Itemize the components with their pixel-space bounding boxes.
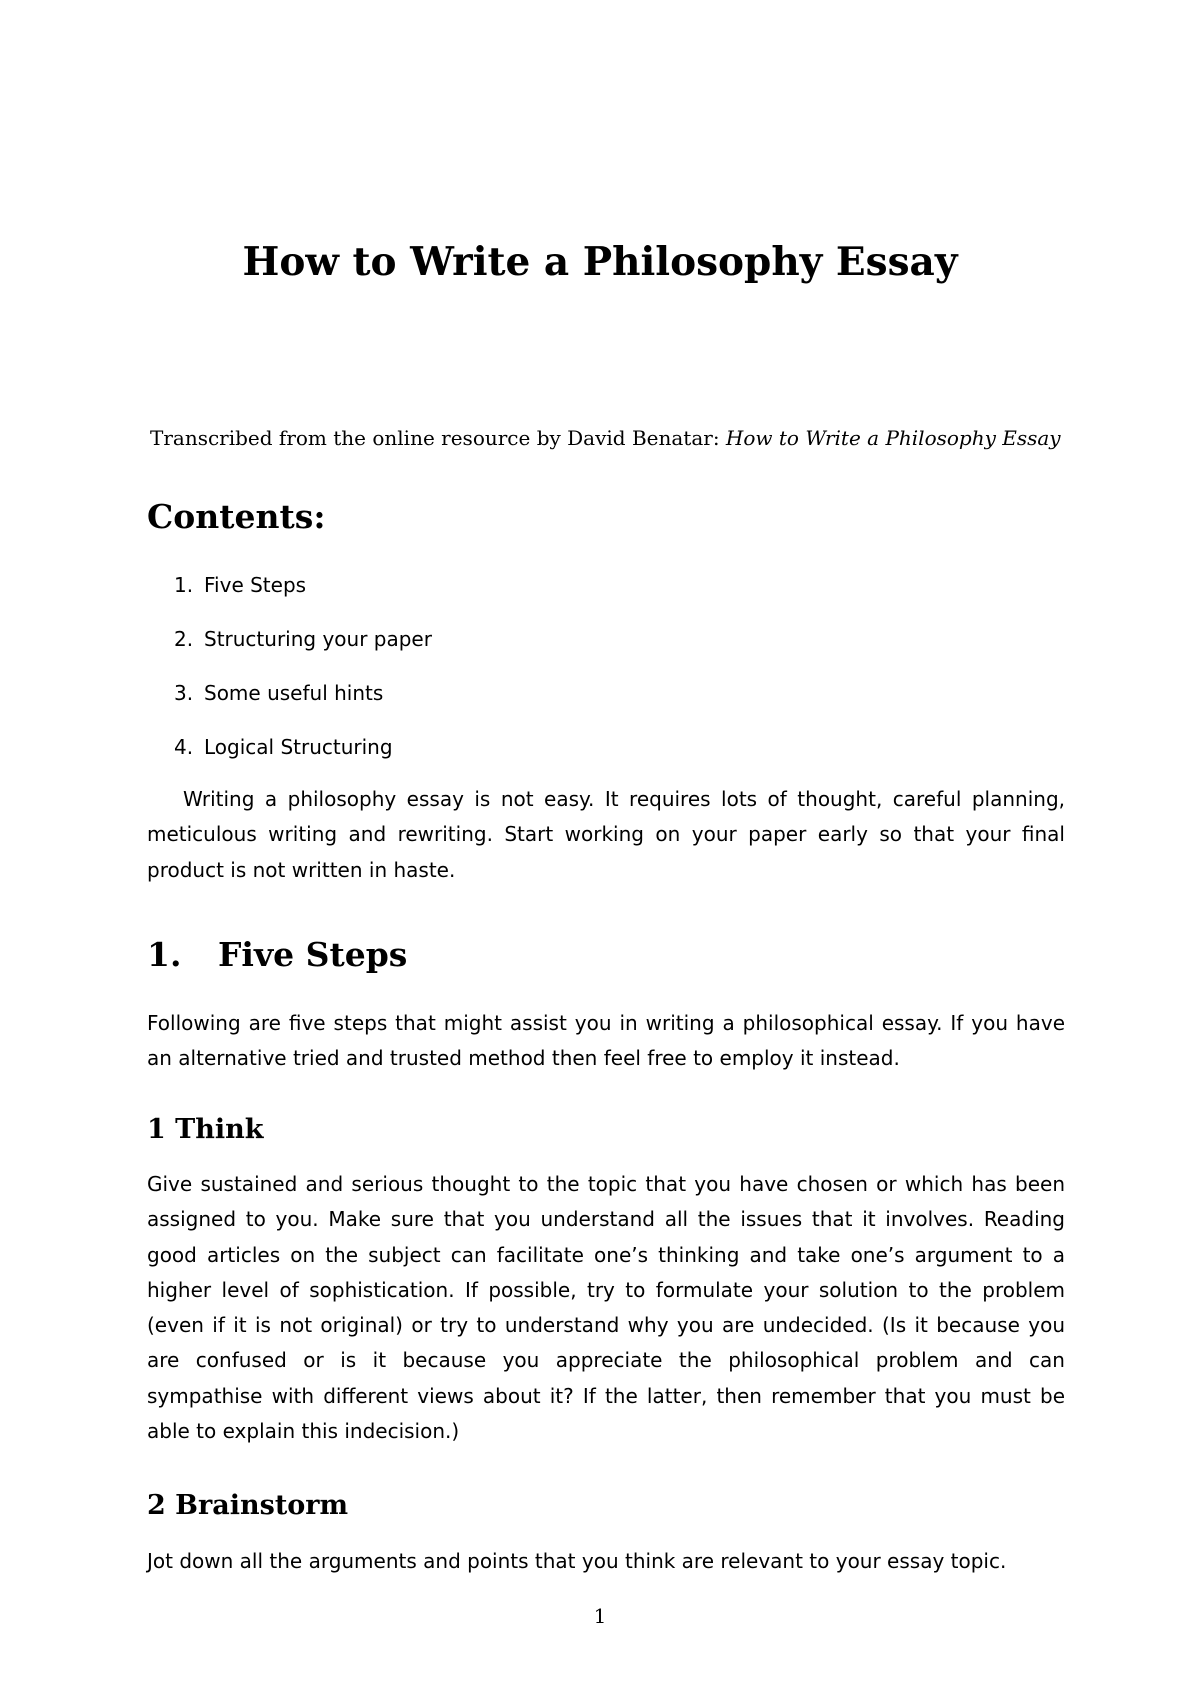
step-paragraph: Give sustained and serious thought to the topic that you have chosen or which has been assigned to you. Make sure that you understand all the issues that it involves. Reading good articles on the subject can facilitate one’s thinking and take one’s argument to a higher level of sophistication. If possible, try to formulate your solution to the problem (even if it is not original) or try to understand why you are undecided. (Is it because you are confused or is it because you appreciate the philosophical problem and can sympathise with different views about it? If the latter, then remember that you must be able to explain this indecision.): [147, 1172, 1065, 1444]
subtitle-source-title: How to Write a Philosophy Essay: [725, 426, 1061, 450]
intro-paragraph: Writing a philosophy essay is not easy. It requires lots of thought, careful planning, meticulous writing and rewriting. Start working on your paper early so that your final product is not written in haste.: [147, 787, 1065, 882]
step-heading: 1 Think: [147, 1114, 264, 1145]
section-heading: [147, 935, 1065, 975]
step-brainstorm-body: [147, 1544, 1065, 1579]
intro-block: [147, 782, 1065, 888]
step-heading: 2 Brainstorm: [147, 1490, 349, 1521]
contents-item-logical: [147, 733, 1065, 787]
contents-item-label: Structuring your paper: [204, 627, 432, 651]
contents-item-label: Five Steps: [204, 573, 307, 597]
contents-section: [147, 497, 1065, 537]
contents-item-hints: [147, 679, 1065, 733]
contents-list: [147, 571, 1065, 787]
contents-item-number: 2.: [174, 627, 194, 651]
contents-item-number: 1.: [174, 573, 194, 597]
document-subtitle: [150, 424, 1061, 452]
contents-item-label: Some useful hints: [204, 681, 384, 705]
step-think: [147, 1113, 1065, 1147]
subtitle-prefix: Transcribed from the online resource by David Benatar:: [150, 426, 720, 450]
contents-item-number: 3.: [174, 681, 194, 705]
contents-item-five-steps: [147, 571, 1065, 625]
contents-item-label: Logical Structuring: [204, 735, 393, 759]
contents-item-structuring: [147, 625, 1065, 679]
page-number: 1: [593, 1604, 607, 1628]
step-brainstorm: [147, 1489, 1065, 1523]
step-think-body: [147, 1167, 1065, 1449]
section-title: Five Steps: [218, 935, 408, 974]
section-number: 1.: [147, 935, 182, 974]
contents-heading: Contents:: [147, 497, 326, 536]
section-paragraph: Following are five steps that might assist you in writing a philosophical essay. If you have an alternative tried and trusted method then feel free to employ it instead.: [147, 1011, 1065, 1071]
section-five-steps: [147, 935, 1065, 975]
document-title: How to Write a Philosophy Essay: [242, 239, 958, 285]
contents-list-container: [147, 571, 1065, 787]
step-paragraph: Jot down all the arguments and points that you think are relevant to your essay topic.: [147, 1549, 1007, 1573]
section-five-steps-body: [147, 1006, 1065, 1077]
contents-item-number: 4.: [174, 735, 194, 759]
